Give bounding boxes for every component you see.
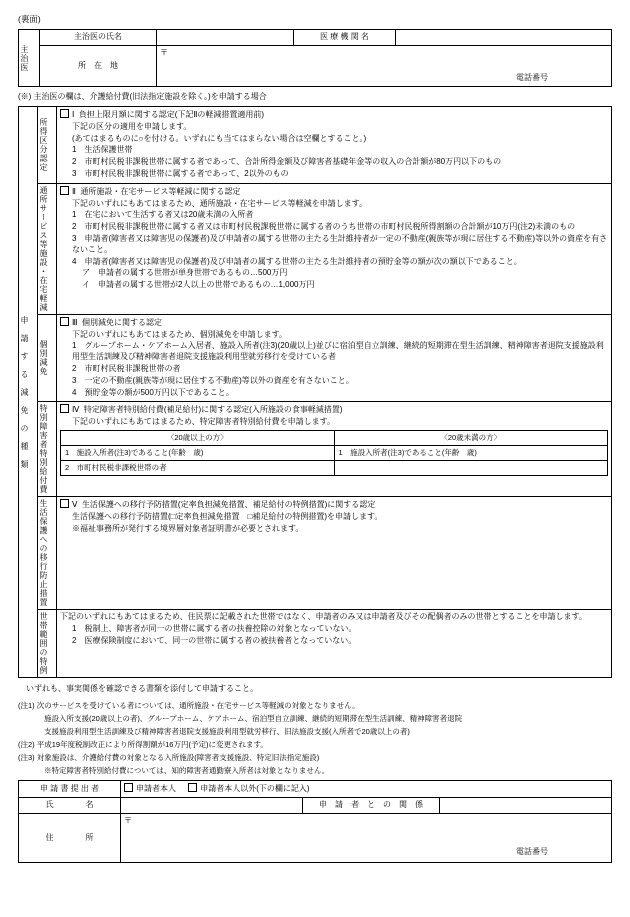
section-income-header[interactable]: Ⅰ 負担上限月額に関する認定(下記Ⅱの軽減措置適用前) bbox=[60, 109, 608, 121]
checkbox-icon[interactable] bbox=[188, 783, 197, 792]
special-cell-over20-2[interactable]: 2 市町村民税非課税世帯の者 bbox=[61, 461, 335, 476]
institution-label: 医 療 機 関 名 bbox=[294, 30, 396, 46]
main-vertical-label: 申 請 す る 減 免 の 種 類 bbox=[19, 107, 38, 678]
section-individual-header[interactable]: Ⅲ 個別減免に関する認定 bbox=[60, 317, 608, 329]
section-daycare-item-3[interactable]: 3 申請者(障害者又は障害児の保護者)及び申請者の属する世帯の主たる生計維持者が一定の不動産(親族等が現に居住する不動産)等以外の資産を有さないこと。 bbox=[72, 234, 608, 254]
checkbox-icon[interactable] bbox=[60, 186, 69, 195]
attach-note: いずれも、事実関係を確認できる書類を添付して申請すること。 bbox=[26, 684, 258, 694]
relation-label: 申 請 者 と の 関 係 bbox=[303, 798, 440, 814]
section-individual-item-1[interactable]: 1 グループホーム・ケアホーム入居者、施設入所者(注3)(20歳以上)並びに宿泊型自立訓練、継続的短期滞在型生活訓練、精神障害者退院支援施設利用型生活訓練及び精神障害者退院支援施設利用型就労移行を受けている者 bbox=[72, 341, 604, 362]
doctor-table bbox=[18, 29, 612, 87]
doctor-row-label: 主治医 bbox=[19, 30, 40, 87]
section-label-special: 特別障害者特別給付費 bbox=[38, 402, 57, 497]
section-label-daycare: 通所サービス等施設・在宅軽減 bbox=[38, 183, 57, 314]
section-label-household: 世帯範囲の特例 bbox=[38, 610, 57, 678]
doctor-address-label: 所 在 地 bbox=[40, 46, 157, 87]
section-income-item-2[interactable]: 2 市町村民税非課税世帯に属する者であって、合計所得金額及び障害者基礎年金等の収入の合計額が80万円以下のもの bbox=[72, 157, 502, 167]
section-label-individual: 個別減免 bbox=[38, 314, 57, 402]
section-daycare-item-2[interactable]: 2 市町村民税非課税世帯に属する者又は市町村民税課税世帯に属する者のうち世帯の市町村民税所得割額の合計額が10万円(注2)未満のもの bbox=[72, 222, 576, 232]
section-individual bbox=[57, 314, 612, 402]
page-side-label: (裏面) bbox=[18, 14, 41, 24]
doctor-name-value[interactable] bbox=[157, 30, 294, 46]
special-cell-under20-2[interactable] bbox=[334, 461, 608, 476]
section-label-income: 所得区分認定 bbox=[38, 107, 57, 184]
section-daycare-item-4b: イ 申請者の属する世帯が2人以上の世帯であるもの…1,000万円 bbox=[82, 280, 315, 290]
section-income bbox=[57, 107, 612, 184]
section-income-item-3[interactable]: 3 市町村民税非課税世帯に属する者であって、2以外のもの bbox=[72, 169, 289, 179]
applicant-tel-label: 電話番号 bbox=[516, 846, 548, 856]
zip-mark: 〒 bbox=[160, 48, 168, 58]
section-label-welfare: 生活保護への移行防止措置 bbox=[38, 497, 57, 610]
checkbox-icon[interactable] bbox=[60, 404, 69, 413]
checkbox-icon[interactable] bbox=[124, 783, 133, 792]
section-daycare-item-4[interactable]: 4 申請者(障害者又は障害児の保護者)及び申請者の属する世帯の主たる生計維持者の預貯金等の額が次の額以下であること。 bbox=[72, 256, 522, 266]
applicant-name-label: 氏 名 bbox=[19, 798, 121, 814]
section-daycare-header[interactable]: Ⅱ 通所施設・在宅サービス等軽減に関する認定 bbox=[60, 186, 608, 198]
doctor-note: (※) 主治医の欄は、介護給付費(旧法指定施設を除く。)を申請する場合 bbox=[18, 92, 267, 102]
section-daycare-item-4a: ア 申請者の属する世帯が単身世帯であるもの…500万円 bbox=[82, 268, 288, 278]
doctor-address-value[interactable] bbox=[157, 46, 612, 87]
footnote-1-line-3: 支援施設利用型生活訓練及び精神障害者退院支援施設利用型就労移行、旧法施設支援(入所者で20歳以上の者) bbox=[44, 726, 410, 736]
footnotes bbox=[18, 701, 612, 776]
section-individual-item-2[interactable]: 2 市町村民税非課税世帯の者 bbox=[72, 364, 181, 374]
doctor-name-label: 主治医の氏名 bbox=[40, 30, 157, 46]
section-income-item-1[interactable]: 1 生活保護世帯 bbox=[72, 145, 133, 155]
section-income-hint: (あてはまるものに○を付ける。いずれにも当てはまらない場合は空欄とすること。) bbox=[72, 133, 367, 143]
section-household-item-2[interactable]: 2 医療保険制度において、同一の世帯に属する者の被扶養者となっていない。 bbox=[72, 636, 357, 646]
footnote-1-line-2: 施設入所支援(20歳以上の者)、グループホーム、ケアホーム、宿泊型自立訓練、継続的短期滞在型生活訓練、精神障害者退院 bbox=[44, 714, 463, 724]
applicant-table bbox=[18, 780, 612, 863]
special-cell-over20-1[interactable]: 1 施設入所者(注3)であること(年齢 歳) bbox=[61, 446, 335, 461]
checkbox-icon[interactable] bbox=[60, 499, 69, 508]
section-welfare-lead[interactable]: 生活保護への移行予防措置(□定率負担減免措置 □補足給付の特例措置)を申請します。 bbox=[72, 512, 383, 522]
footnote-2-line-1: (注2) 平成19年度税制改正により所得割額が16万円(予定)に変更されます。 bbox=[18, 739, 268, 749]
section-household-item-1[interactable]: 1 税制上、障害者が同一の世帯に属する者の扶養控除の対象となっていない。 bbox=[72, 624, 357, 634]
section-individual-item-4[interactable]: 4 預貯金等の額が500万円以下であること。 bbox=[72, 387, 234, 397]
submitter-choices[interactable]: 申請者本人 申請者本人以外(下の欄に記入) bbox=[121, 781, 612, 798]
relation-value[interactable] bbox=[440, 798, 612, 814]
section-individual-item-3[interactable]: 3 一定の不動産(親族等が現に居住する不動産)等以外の資産を有さないこと。 bbox=[72, 375, 354, 385]
zip-mark: 〒 bbox=[124, 816, 132, 826]
checkbox-icon[interactable] bbox=[60, 109, 69, 118]
main-application-table bbox=[18, 106, 612, 678]
section-household bbox=[57, 610, 612, 678]
section-income-lead: 下記の区分の適用を申請します。 bbox=[72, 121, 192, 131]
section-individual-lead: 下記のいずれにもあてはまるため、個別減免を申請します。 bbox=[72, 329, 288, 339]
special-header-over20: 〈20歳以上の方〉 bbox=[61, 431, 335, 446]
footnote-3-line-2: ※特定障害者特別給付費については、知的障害者通勤寮入所者は対象となりません。 bbox=[44, 765, 330, 775]
section-household-lead: 下記のいずれにもあてはまるため、住民票に記載された世帯ではなく、申請者のみ又は申請者及びその配偶者のみの世帯とすることを申請します。 bbox=[60, 612, 587, 622]
special-subtable bbox=[60, 430, 608, 476]
footnote-1-line-1: (注1) 次のサービスを受けている者については、通所施設・在宅サービス等軽減の対象となりません。 bbox=[18, 701, 360, 711]
section-welfare bbox=[57, 497, 612, 610]
footnote-3-line-1: (注3) 対象施設は、介護給付費の対象となる入所施設(障害者支援施設、特定旧法指定施設) bbox=[18, 752, 320, 762]
special-cell-under20-1[interactable]: 1 施設入所者(注3)であること(年齢 歳) bbox=[334, 446, 608, 461]
checkbox-icon[interactable] bbox=[60, 317, 69, 326]
section-daycare-item-1[interactable]: 1 在宅において生活する者又は20歳未満の入所者 bbox=[72, 210, 254, 220]
submitter-label: 申 請 書 提 出 者 bbox=[19, 781, 121, 798]
section-welfare-note: ※福祉事務所が発行する境界層対象者証明書が必要とされます。 bbox=[72, 524, 304, 534]
special-header-under20: 〈20歳未満の方〉 bbox=[334, 431, 608, 446]
section-special-header[interactable]: Ⅳ 特定障害者特別給付費(補足給付)に関する認定(入所施設の食事軽減措置) bbox=[60, 404, 608, 416]
section-daycare-lead: 下記のいずれにもあてはまるため、通所施設・在宅サービス等軽減を申請します。 bbox=[72, 198, 368, 208]
section-special bbox=[57, 402, 612, 497]
document-page bbox=[0, 14, 630, 917]
applicant-name-value[interactable] bbox=[121, 798, 303, 814]
section-daycare bbox=[57, 183, 612, 314]
doctor-tel-label: 電話番号 bbox=[516, 73, 548, 83]
institution-value[interactable] bbox=[396, 30, 612, 46]
applicant-address-label: 住 所 bbox=[19, 814, 121, 863]
section-welfare-header[interactable]: Ⅴ 生活保護への移行予防措置(定率負担減免措置、補足給付の特例措置)に関する認定 bbox=[60, 499, 608, 511]
section-special-lead: 下記のいずれにもあてはまるため、特定障害者特別給付費を申請します。 bbox=[72, 417, 336, 427]
applicant-address-value[interactable] bbox=[121, 814, 612, 863]
